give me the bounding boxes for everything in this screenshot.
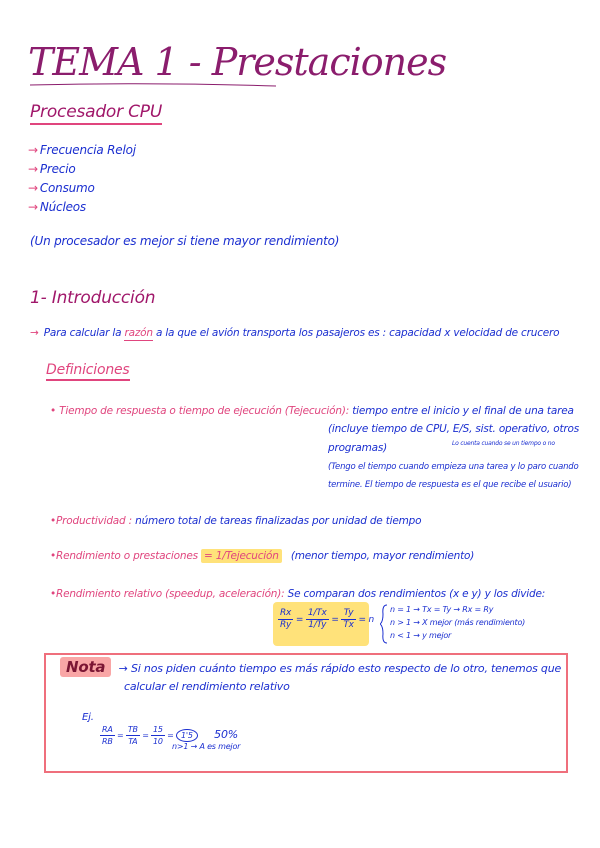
list-item: → Núcleos xyxy=(28,200,86,214)
case-line: n > 1 → X mejor (más rendimiento) xyxy=(390,618,526,627)
bullet-dot-icon: • xyxy=(50,550,56,562)
list-item: → Consumo xyxy=(28,181,95,195)
example-formula: $\frac{RA}{RB}$ = $\frac{TB}{TA}$ = $\frac{15}{10}$ = 1'5 50% xyxy=(102,725,239,746)
aside-note: Lo cuenta cuando se un tiempo o no xyxy=(452,440,555,447)
section-heading-cpu: Procesador CPU xyxy=(30,102,162,122)
example-conclusion: n>1 → A es mejor xyxy=(172,742,241,751)
arrow-right-icon: → xyxy=(28,200,38,214)
definition-line: (Tengo el tiempo cuando empieza una tarea y lo paro cuando xyxy=(328,462,579,472)
nota-header: Nota → Si nos piden cuánto tiempo es más rápido esto respecto de lo otro, tenemos que xyxy=(60,658,561,676)
definition-rendimiento: •Rendimiento o prestaciones = 1/Tejecución (menor tiempo, mayor rendimiento) xyxy=(50,550,475,562)
page-title: TEMA 1 - Prestaciones xyxy=(28,40,447,84)
highlighted-formula: = 1/Tejecución xyxy=(201,549,282,563)
curly-brace-icon xyxy=(380,604,388,644)
percent-value: 50% xyxy=(214,728,239,741)
relative-formula: $\frac{Rx}{Ry}$ = $\frac{1/Tx}{1/Ty}$ = $\frac{Ty}{Tx}$ = n xyxy=(280,608,374,630)
definition-line: termine. El tiempo de respuesta es el que recibe el usuario) xyxy=(328,480,572,490)
definition-line: (incluye tiempo de CPU, E/S, sist. operativo, otros xyxy=(328,423,580,435)
arrow-right-icon: → xyxy=(118,662,128,675)
nota-line: calcular el rendimiento relativo xyxy=(124,680,290,693)
bullet-dot-icon: • xyxy=(50,588,56,600)
fraction: $\frac{Rx}{Ry}$ xyxy=(280,608,292,630)
arrow-right-icon: → xyxy=(30,327,39,339)
intro-sentence: → Para calcular la razón a la que el avión transporta los pasajeros es : capacidad x velocidad de crucero xyxy=(30,327,560,339)
bullet-dot-icon: • xyxy=(50,405,56,417)
arrow-right-icon: → xyxy=(28,162,38,176)
list-item: → Precio xyxy=(28,162,76,176)
case-line: n < 1 → y mejor xyxy=(390,631,452,640)
title-decoration xyxy=(28,82,278,88)
list-item: → Frecuencia Reloj xyxy=(28,143,136,157)
nota-label: Nota xyxy=(60,657,111,677)
fraction: $\frac{RA}{RB}$ xyxy=(102,725,113,746)
definition-productividad: •Productividad : número total de tareas finalizadas por unidad de tiempo xyxy=(50,515,422,527)
definition-rendimiento-relativo: •Rendimiento relativo (speedup, aceleración): Se comparan dos rendimientos (x e y) y los divide: xyxy=(50,588,546,600)
definition-line: programas) xyxy=(328,442,388,454)
section-heading-intro: 1- Introducción xyxy=(30,288,156,308)
definition-tiempo-respuesta: • Tiempo de respuesta o tiempo de ejecución (Tejecución): tiempo entre el inicio y el final de una tarea xyxy=(50,405,574,417)
fraction: $\frac{15}{10}$ xyxy=(153,725,163,746)
arrow-right-icon: → xyxy=(28,181,38,195)
fraction: $\frac{1/Tx}{1/Ty}$ xyxy=(307,608,327,630)
bullet-dot-icon: • xyxy=(50,515,56,527)
case-line: n = 1 → Tx = Ty → Rx = Ry xyxy=(390,605,494,614)
result-circle: 1'5 xyxy=(176,729,198,742)
cpu-note: (Un procesador es mejor si tiene mayor rendimiento) xyxy=(30,234,340,248)
fraction: $\frac{TB}{TA}$ xyxy=(127,725,138,746)
fraction: $\frac{Ty}{Tx}$ xyxy=(343,608,354,630)
keyword-razon: razón xyxy=(124,327,153,339)
example-label: Ej. xyxy=(82,712,94,723)
definitions-heading: Definiciones xyxy=(46,362,130,378)
arrow-right-icon: → xyxy=(28,143,38,157)
